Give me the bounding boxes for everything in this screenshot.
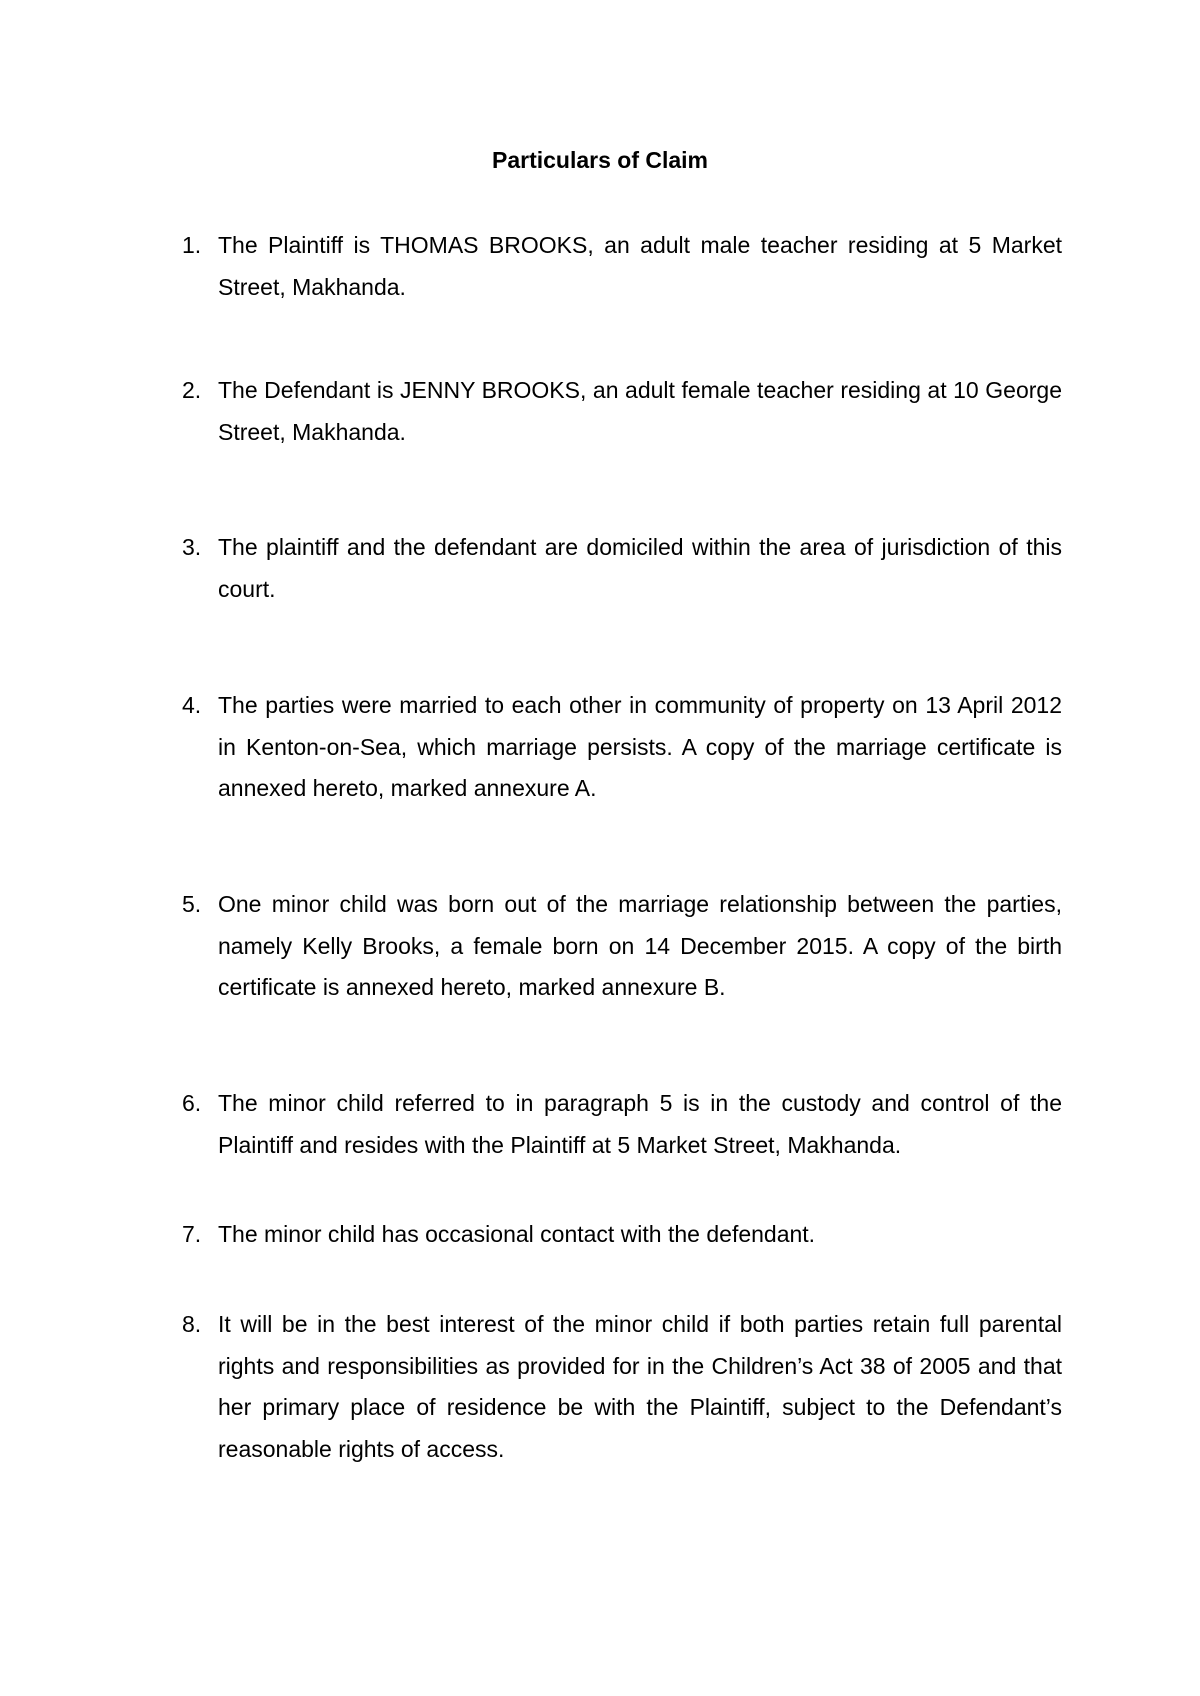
document-title: Particulars of Claim [491,147,709,173]
paragraph-1 [182,225,1062,308]
paragraph-number: 4. [182,692,202,718]
paragraph-2 [182,370,1062,453]
paragraph-7 [182,1214,1062,1256]
paragraph-number: 3. [182,534,202,560]
paragraph-text: One minor child was born out of the marriage relationship between the parties, namely Kelly Brooks, a female born on 14 December 2015. A copy of the birth certificate is annexed hereto, marked annexure B. [218,891,1062,1000]
paragraph-number: 6. [182,1090,202,1116]
paragraph-text: The Defendant is JENNY BROOKS, an adult female teacher residing at 10 George Street, Makhanda. [218,377,1062,445]
paragraph-6 [182,1083,1062,1166]
paragraph-text: The Plaintiff is THOMAS BROOKS, an adult male teacher residing at 5 Market Street, Makhanda. [218,232,1062,300]
paragraph-text: The plaintiff and the defendant are domiciled within the area of jurisdiction of this court. [218,534,1062,602]
paragraph-number: 2. [182,377,202,403]
paragraph-text: The parties were married to each other in community of property on 13 April 2012 in Kenton-on-Sea, which marriage persists. A copy of the marriage certificate is annexed hereto, marked annexure A. [218,692,1062,801]
paragraph-8 [182,1304,1062,1470]
paragraph-3 [182,527,1062,610]
paragraph-text: The minor child referred to in paragraph 5 is in the custody and control of the Plaintiff and resides with the Plaintiff at 5 Market Street, Makhanda. [218,1090,1062,1158]
paragraph-text: It will be in the best interest of the minor child if both parties retain full parental rights and responsibilities as provided for in the Children’s Act 38 of 2005 and that her primary place of residence be with the Plaintiff, subject to the Defendant’s reasonable rights of access. [218,1311,1062,1462]
paragraph-number: 5. [182,891,202,917]
paragraph-number: 1. [182,232,202,258]
paragraph-4 [182,685,1062,810]
paragraph-5 [182,884,1062,1009]
paragraph-number: 7. [182,1221,202,1247]
paragraph-text: The minor child has occasional contact with the defendant. [218,1221,816,1247]
paragraph-number: 8. [182,1311,202,1337]
